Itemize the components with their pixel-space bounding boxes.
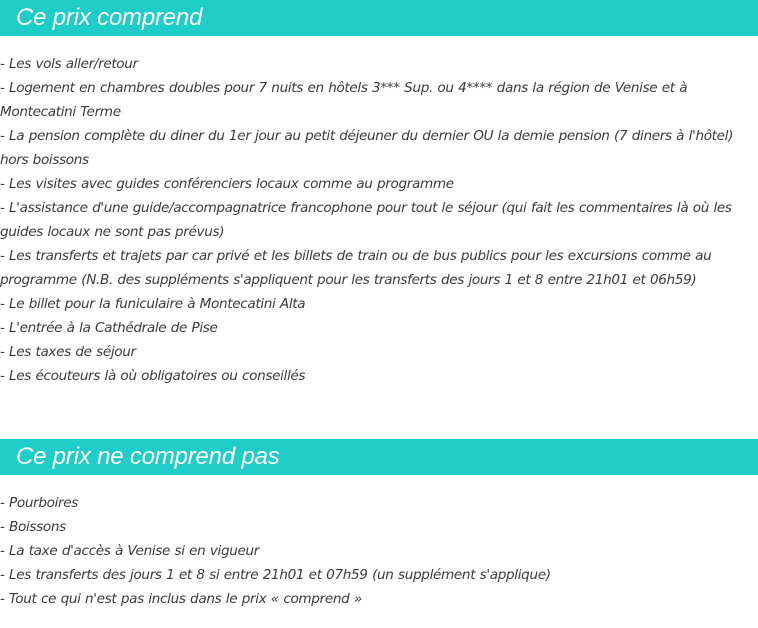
includes-title: Ce prix comprend: [16, 4, 203, 31]
list-item: - Les vols aller/retour: [0, 56, 138, 72]
list-item: - Les transferts des jours 1 et 8 si entre 21h01 et 07h59 (un supplément s'applique): [0, 567, 551, 583]
includes-header: [0, 0, 758, 36]
list-item: - La taxe d'accès à Venise si en vigueur: [0, 543, 260, 559]
list-item: - Les taxes de séjour: [0, 344, 136, 360]
excludes-list: [0, 491, 758, 611]
list-item: - Boissons: [0, 519, 66, 535]
list-item: - La pension complète du diner du 1er jour au petit déjeuner du dernier OU la demie pension (7 diners à l'hôtel) hors boissons: [0, 128, 734, 168]
list-item: - Logement en chambres doubles pour 7 nuits en hôtels 3*** Sup. ou 4**** dans la région de Venise et à Montecatini Terme: [0, 80, 688, 120]
list-item: - L'entrée à la Cathédrale de Pise: [0, 320, 218, 336]
includes-list: [0, 52, 758, 388]
excludes-header: [0, 439, 758, 475]
list-item: - Les transferts et trajets par car privé et les billets de train ou de bus publics pour les excursions comme au programme (N.B. des suppléments s'appliquent pour les transferts des jours 1 et 8 entre 21h01 et 06h59): [0, 248, 712, 288]
list-item: - Les visites avec guides conférenciers locaux comme au programme: [0, 176, 454, 192]
list-item: - Pourboires: [0, 495, 79, 511]
list-item: - Le billet pour la funiculaire à Montecatini Alta: [0, 296, 306, 312]
list-item: - Les écouteurs là où obligatoires ou conseillés: [0, 368, 306, 384]
list-item: - Tout ce qui n'est pas inclus dans le prix « comprend »: [0, 591, 362, 607]
excludes-title: Ce prix ne comprend pas: [16, 443, 280, 470]
list-item: - L'assistance d'une guide/accompagnatrice francophone pour tout le séjour (qui fait les commentaires là où les guides locaux ne sont pas prévus): [0, 200, 732, 240]
